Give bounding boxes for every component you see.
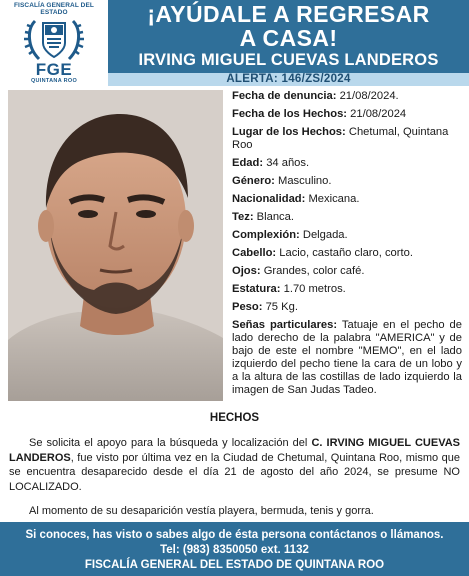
- detail-complexion: [232, 229, 462, 242]
- detail-value: Grandes, color café.: [263, 265, 365, 277]
- footer-call-to-action: Si conoces, has visto o sabes algo de ésta persona contáctanos o llámanos.: [25, 529, 444, 541]
- contact-footer: [0, 522, 469, 576]
- detail-value: Mexicana.: [308, 193, 360, 205]
- hechos-paragraph-2: Al momento de su desaparición vestía playera, bermuda, tenis y gorra.: [29, 505, 374, 517]
- detail-value: Tatuaje en el pecho de lado derecho de la palabra "AMERICA" y de bajo de este el nombre "MEMO", en el lado izquierdo del pecho tiene la cara de un lobo y a la altura de las costillas de lado izquierdo la imagen de San Judas Tadeo.: [232, 319, 463, 396]
- detail-label: Ojos:: [232, 265, 261, 277]
- banner-line-2: A CASA!: [239, 25, 338, 51]
- missing-person-name: IRVING MIGUEL CUEVAS LANDEROS: [138, 51, 439, 69]
- hechos-title: HECHOS: [209, 412, 260, 424]
- footer-agency: FISCALÍA GENERAL DEL ESTADO DE QUINTANA ROO: [84, 559, 385, 571]
- missing-person-photo: [8, 90, 223, 401]
- footer-phone: Tel: (983) 8350050 ext. 1132: [160, 544, 309, 556]
- detail-tez: [232, 211, 462, 224]
- alerta-number: ALERTA: 146/ZS/2024: [108, 73, 469, 86]
- detail-value: Lacio, castaño claro, corto.: [279, 247, 413, 259]
- detail-value: 1.70 metros.: [283, 283, 346, 295]
- logo-acronym: FGE: [35, 60, 73, 79]
- logo-state: QUINTANA ROO: [30, 78, 78, 84]
- detail-peso: [232, 301, 462, 314]
- detail-label: Edad:: [232, 157, 264, 169]
- detail-value: Delgada.: [302, 229, 348, 241]
- logo-top-text: FISCALÍA GENERAL DEL ESTADO: [13, 2, 94, 16]
- detail-value: Chetumal, Quintana Roo: [232, 126, 449, 151]
- detail-senas: [232, 319, 462, 397]
- detail-value: 34 años.: [266, 157, 310, 169]
- detail-value: 21/08/2024: [350, 108, 407, 120]
- detail-edad: [232, 157, 462, 170]
- detail-value: 75 Kg.: [265, 301, 298, 313]
- fge-logo: [8, 2, 100, 84]
- detail-label: Fecha de los Hechos:: [232, 108, 348, 120]
- detail-label: Fecha de denuncia:: [232, 90, 337, 102]
- detail-ojos: [232, 265, 462, 278]
- hechos-person-name: C. IRVING MIGUEL CUEVAS LANDEROS: [9, 437, 460, 464]
- detail-label: Estatura:: [232, 283, 281, 295]
- detail-estatura: [232, 283, 462, 296]
- detail-value: 21/08/2024.: [339, 90, 399, 102]
- detail-label: Tez:: [232, 211, 254, 223]
- detail-value: Blanca.: [256, 211, 294, 223]
- hechos-paragraph-1: [9, 436, 460, 494]
- detail-nacionalidad: [232, 193, 462, 206]
- detail-label: Señas particulares:: [232, 319, 338, 331]
- detail-label: Complexión:: [232, 229, 300, 241]
- detail-value: Masculino.: [278, 175, 332, 187]
- hechos-text: Se solicita el apoyo para la búsqueda y localización del: [29, 437, 312, 449]
- detail-lugar: [232, 126, 462, 152]
- title-banner: [108, 0, 469, 86]
- detail-genero: [232, 175, 462, 188]
- details-panel: [232, 90, 462, 402]
- hechos-text: , fue visto por última vez en la Ciudad de Chetumal, Quintana Roo, mismo que se encuentra desaparecido desde el día 21 de agosto del año 2024, se presume NO LOCALIZADO.: [9, 451, 460, 493]
- person-portrait-image: [8, 90, 223, 401]
- header: [0, 0, 469, 86]
- detail-label: Nacionalidad:: [232, 193, 306, 205]
- detail-label: Cabello:: [232, 247, 277, 259]
- banner-line-1: ¡AYÚDALE A REGRESAR: [147, 1, 430, 27]
- detail-fecha-hechos: [232, 108, 462, 121]
- detail-label: Peso:: [232, 301, 263, 313]
- detail-label: Género:: [232, 175, 275, 187]
- detail-cabello: [232, 247, 462, 260]
- detail-fecha-denuncia: [232, 90, 462, 103]
- justice-emblem-icon: [23, 17, 85, 63]
- detail-label: Lugar de los Hechos:: [232, 126, 346, 138]
